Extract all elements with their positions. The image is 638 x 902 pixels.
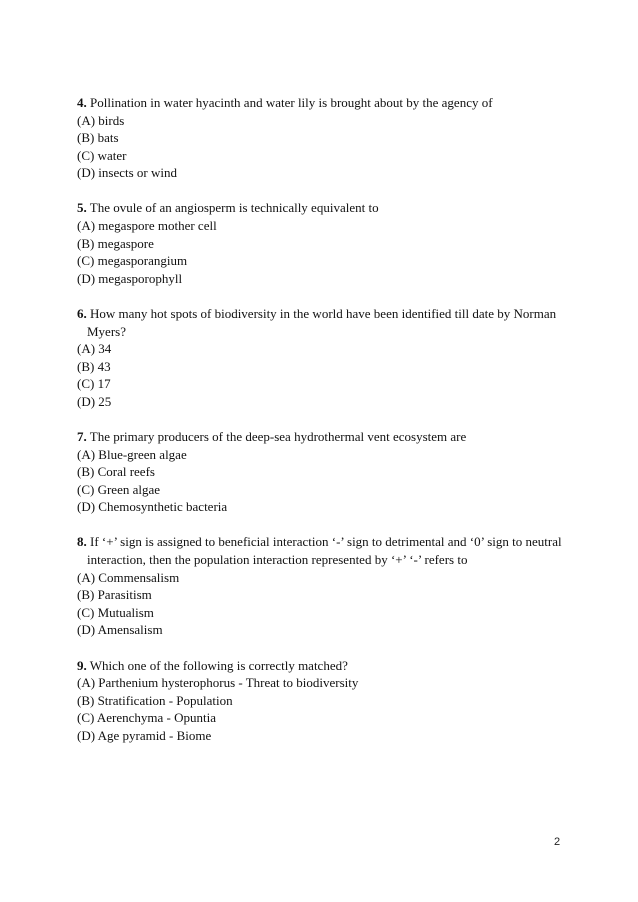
- question-stem: [77, 428, 577, 446]
- question-number: 4.: [77, 95, 87, 110]
- question-number: 7.: [77, 429, 87, 444]
- question-stem: [77, 199, 577, 217]
- option-b: (B) Parasitism: [77, 587, 152, 603]
- option-b: (B) 43: [77, 358, 111, 374]
- question-list: [77, 94, 577, 762]
- question-text: How many hot spots of biodiversity in the world have been identified till date by Norman Myers?: [87, 305, 557, 339]
- option-c: (C) megasporangium: [77, 253, 188, 269]
- question-text: The primary producers of the deep-sea hydrothermal vent ecosystem are: [89, 429, 467, 444]
- question-9: [77, 657, 577, 745]
- question-text: Which one of the following is correctly matched?: [89, 657, 348, 673]
- question-7: [77, 428, 577, 516]
- option-a: (A) birds: [77, 112, 125, 128]
- question-4: [77, 94, 577, 182]
- question-5: [77, 199, 577, 287]
- question-stem: [77, 533, 577, 568]
- option-d: (D) insects or wind: [77, 165, 178, 181]
- option-a: (A) Parthenium hysterophorus - Threat to biodiversity: [77, 675, 359, 691]
- option-c: (C) water: [77, 147, 127, 163]
- question-8: [77, 533, 577, 639]
- question-stem: [77, 305, 577, 340]
- question-6: [77, 305, 577, 411]
- option-a: (A) 34: [77, 341, 112, 357]
- option-d: (D) Age pyramid - Biome: [77, 727, 212, 743]
- option-d: (D) Amensalism: [77, 622, 163, 638]
- option-b: (B) Coral reefs: [77, 464, 155, 480]
- question-text: If ‘+’ sign is assigned to beneficial interaction ‘-’ sign to detrimental and ‘0’ sign to neutral interaction, then the population interaction represented by ‘+’ ‘-’ refers to: [87, 534, 562, 568]
- question-stem: [77, 657, 577, 675]
- question-text: The ovule of an angiosperm is technically equivalent to: [89, 200, 379, 216]
- question-text: Pollination in water hyacinth and water lily is brought about by the agency of: [90, 95, 493, 110]
- option-a: (A) Commensalism: [77, 569, 180, 585]
- option-b: (B) megaspore: [77, 235, 154, 251]
- option-b: (B) Stratification - Population: [77, 692, 233, 708]
- option-a: (A) megaspore mother cell: [77, 218, 217, 234]
- question-number: 9.: [77, 657, 87, 673]
- option-d: (D) megasporophyll: [77, 270, 183, 286]
- question-number: 5.: [77, 200, 87, 216]
- option-c: (C) Green algae: [77, 481, 161, 497]
- option-a: (A) Blue-green algae: [77, 446, 187, 462]
- option-d: (D) 25: [77, 393, 112, 409]
- option-d: (D) Chemosynthetic bacteria: [77, 499, 228, 515]
- page-number: 2: [554, 836, 561, 848]
- option-b: (B) bats: [77, 130, 119, 146]
- option-c: (C) 17: [77, 376, 111, 392]
- question-number: 6.: [77, 305, 87, 321]
- option-c: (C) Mutualism: [77, 604, 154, 620]
- question-stem: [77, 94, 577, 112]
- question-number: 8.: [77, 534, 87, 550]
- option-c: (C) Aerenchyma - Opuntia: [77, 710, 216, 726]
